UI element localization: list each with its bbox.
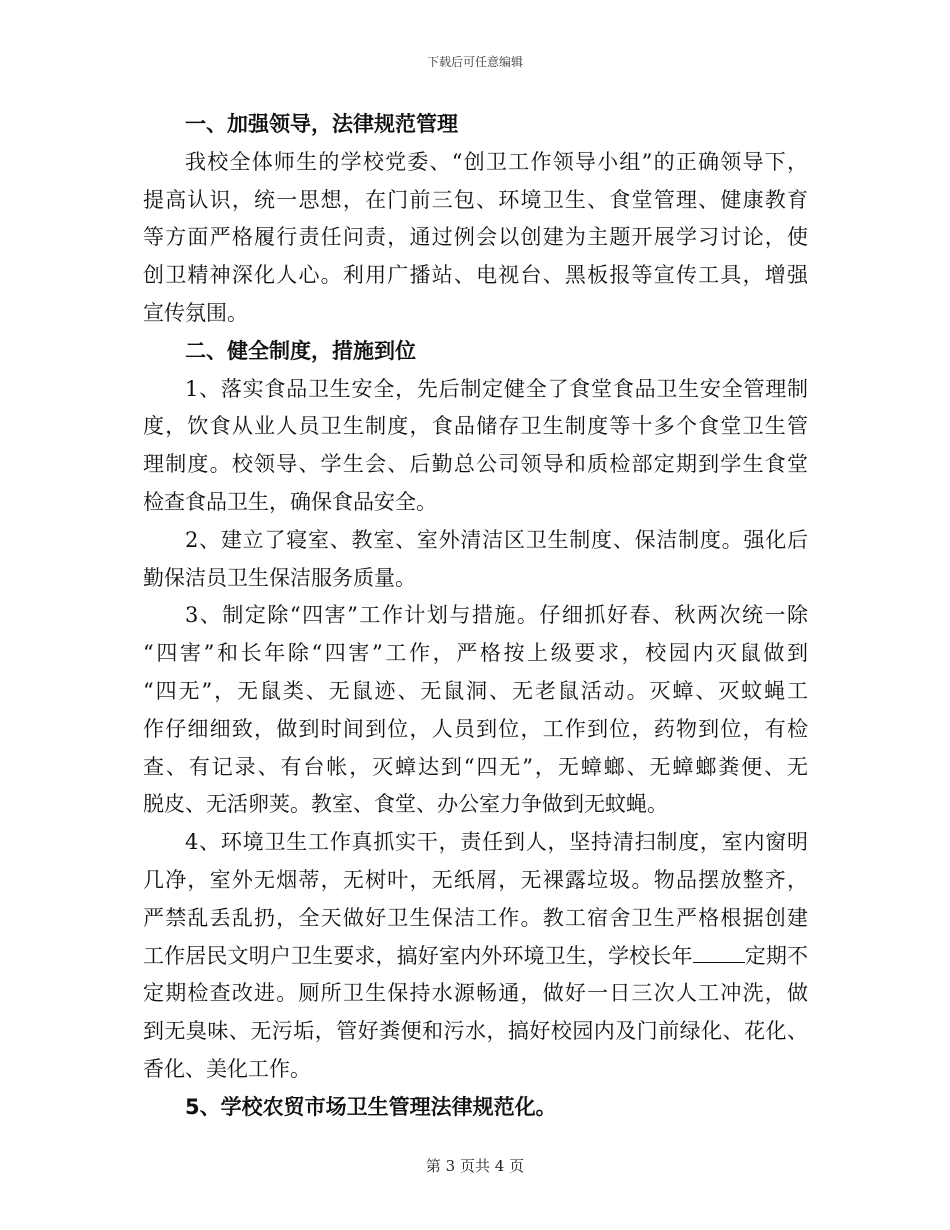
paragraph-line: 脱皮、无活卵荚。教室、食堂、办公室力争做到无蚊蝇。 [143, 792, 668, 817]
paragraph-line: 1、落实食品卫生安全，先后制定健全了食堂食品卫生安全管理制 [185, 376, 808, 401]
paragraph-line: 我校全体师生的学校党委、“创卫工作领导小组”的正确领导下， [185, 149, 808, 174]
paragraph-line: 香化、美化工作。 [143, 1056, 311, 1081]
section-heading-2: 二、健全制度，措施到位 [185, 338, 416, 363]
paragraph-line: 查、有记录、有台帐，灭蟑达到“四无”，无蟑螂、无蟑螂粪便、无 [143, 754, 808, 779]
paragraph-line: 4、环境卫生工作真抓实干，责任到人，坚持清扫制度，室内窗明 [185, 830, 808, 855]
paragraph-line: 宣传氛围。 [143, 300, 248, 325]
document-body [143, 106, 808, 1127]
line-segment: 定期不 [744, 943, 808, 968]
paragraph-line: 检查食品卫生，确保食品安全。 [143, 489, 437, 514]
paragraph-line: 3、制定除“四害”工作计划与措施。仔细抓好春、秋两次统一除 [185, 603, 808, 628]
paragraph-line: 2、建立了寝室、教室、室外清洁区卫生制度、保洁制度。强化后 [185, 527, 808, 552]
paragraph-line: 理制度。校领导、学生会、后勤总公司领导和质检部定期到学生食堂 [143, 452, 808, 477]
paragraph-line: 严禁乱丢乱扔，全天做好卫生保洁工作。教工宿舍卫生严格根据创建 [143, 905, 808, 930]
paragraph-line: 创卫精神深化人心。利用广播站、电视台、黑板报等宣传工具，增强 [143, 263, 808, 288]
paragraph-line: 到无臭味、无污垢，管好粪便和污水，搞好校园内及门前绿化、花化、 [143, 1019, 808, 1044]
paragraph-line: 几净，室外无烟蒂，无树叶，无纸屑，无裸露垃圾。物品摆放整齐， [143, 867, 808, 892]
paragraph-line: 作仔细细致，做到时间到位，人员到位，工作到位，药物到位，有检 [143, 716, 808, 741]
paragraph-line: “四无”，无鼠类、无鼠迹、无鼠洞、无老鼠活动。灭蟑、灭蚊蝇工 [143, 678, 808, 703]
paragraph-line: 等方面严格履行责任问责，通过例会以创建为主题开展学习讨论，使 [143, 225, 808, 250]
paragraph-line: 提高认识，统一思想，在门前三包、环境卫生、食堂管理、健康教育 [143, 187, 808, 212]
section-heading-1: 一、加强领导，法律规范管理 [185, 112, 458, 136]
line-segment: 工作居民文明户卫生要求，搞好室内外环境卫生，学校长年 [143, 943, 693, 968]
page-header: 下载后可任意编辑 [426, 55, 523, 69]
paragraph-line: 度，饮食从业人员卫生制度，食品储存卫生制度等十多个食堂卫生管 [143, 414, 808, 439]
paragraph-line: 勤保洁员卫生保洁服务质量。 [143, 565, 416, 590]
paragraph-line: “四害”和长年除“四害”工作，严格按上级要求，校园内灭鼠做到 [143, 641, 808, 666]
page-number: 第 3 页共 4 页 [425, 1157, 525, 1175]
fill-in-blank [693, 961, 745, 963]
paragraph-line: 定期检查改进。厕所卫生保持水源畅通，做好一日三次人工冲洗，做 [143, 981, 808, 1006]
section-heading-5: 5、学校农贸市场卫生管理法律规范化。 [185, 1094, 557, 1119]
paragraph-line-with-blank [143, 938, 808, 976]
